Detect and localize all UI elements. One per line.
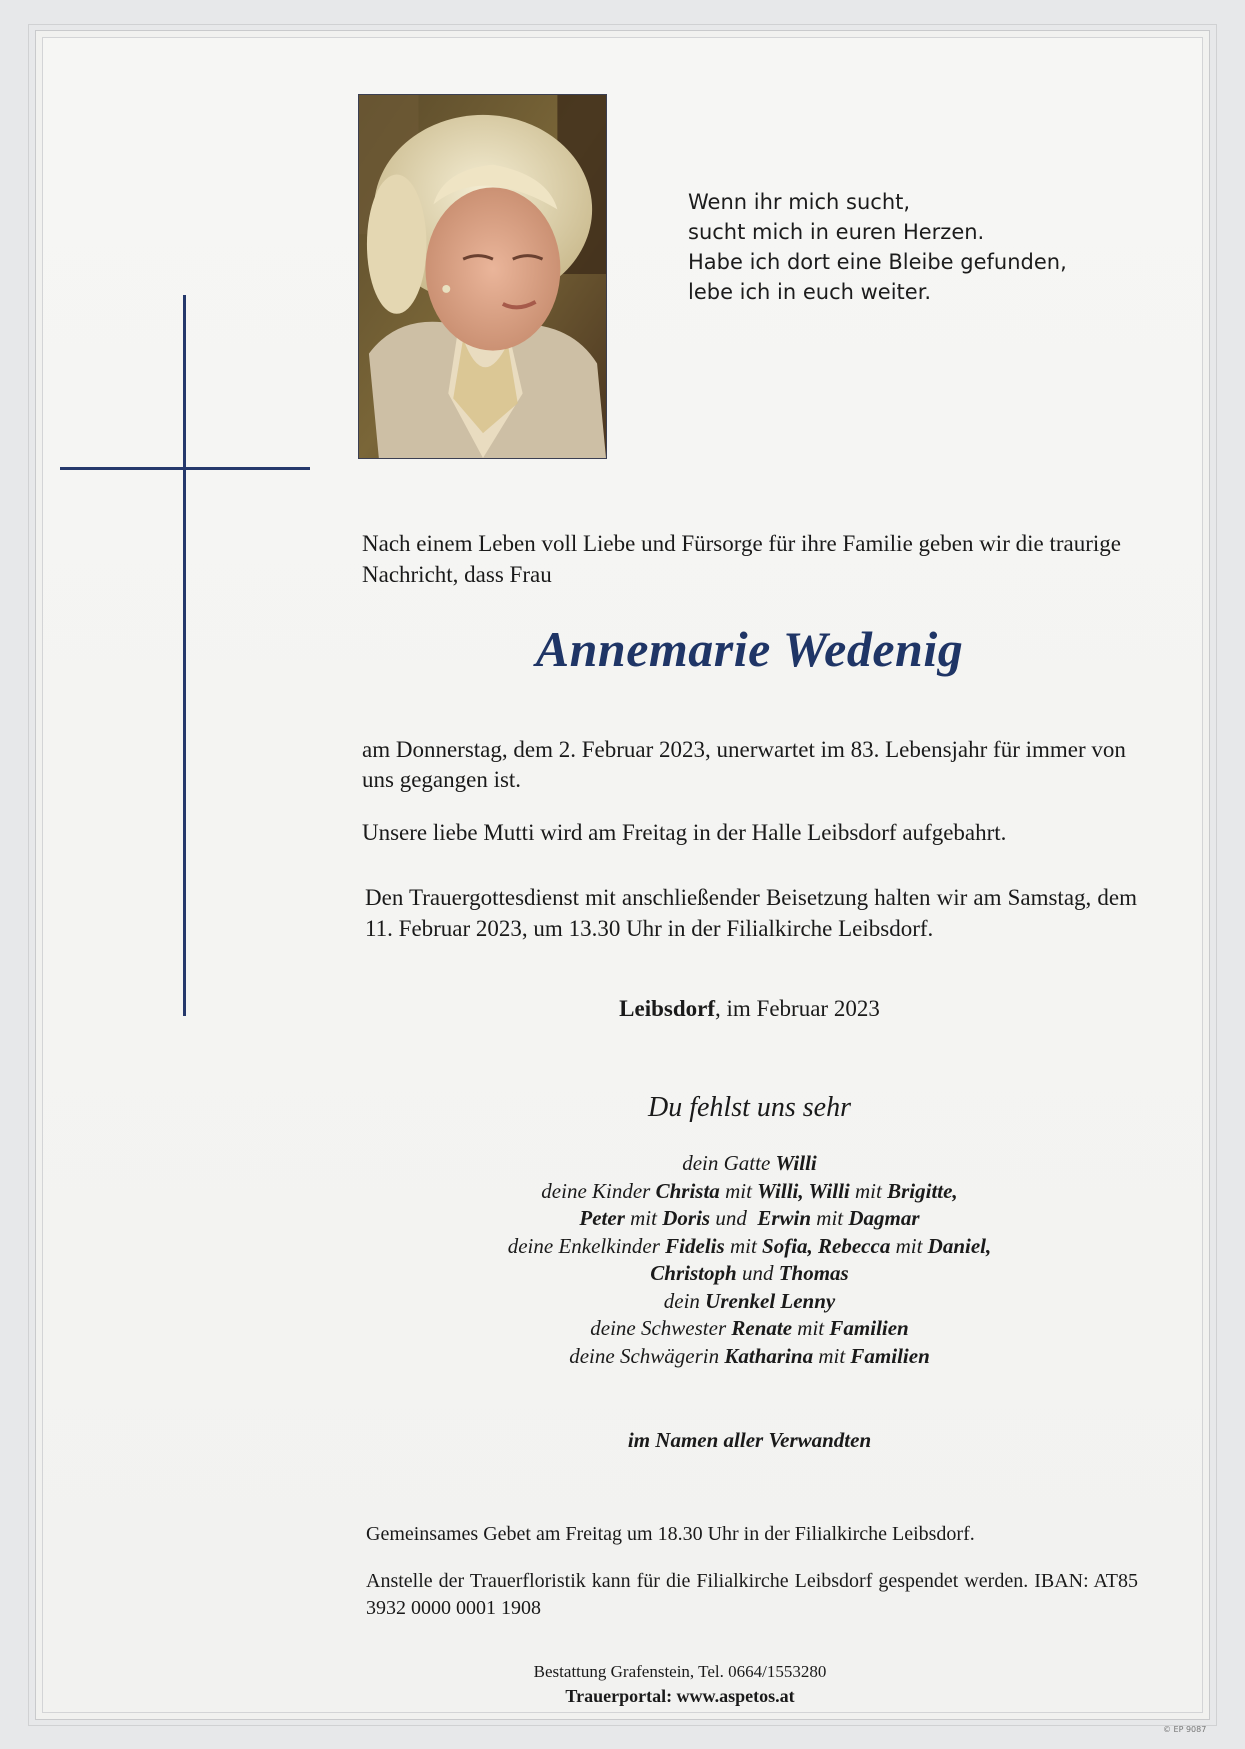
motto: Du fehlst uns sehr xyxy=(648,1092,851,1123)
reference-code: © EP 9087 xyxy=(1163,1725,1207,1734)
place-town: Leibsdorf xyxy=(619,996,716,1021)
undertaker-contact: Bestattung Grafenstein, Tel. 0664/1553280 xyxy=(533,1662,827,1681)
portrait-image xyxy=(359,95,606,458)
family-list xyxy=(362,1150,1137,1370)
memorial-portal-link[interactable]: Trauerportal: www.aspetos.at xyxy=(565,1686,795,1706)
place-date-rest: , im Februar 2023 xyxy=(715,996,880,1021)
place-date xyxy=(362,996,1137,1022)
footer xyxy=(430,1660,930,1708)
portrait-photo xyxy=(358,94,607,459)
poem-line: Habe ich dort eine Bleibe gefunden, xyxy=(688,250,1067,274)
family-line: deine Schwägerin Katharina mit Familien xyxy=(569,1343,930,1368)
death-notice-text: am Donnerstag, dem 2. Februar 2023, unerwartet im 83. Lebensjahr für immer von uns gegangen ist. xyxy=(362,737,1126,792)
funeral-service-text: Den Trauergottesdienst mit anschließender Beisetzung halten wir am Samstag, dem 11. Februar 2023, um 13.30 Uhr in der Filialkirche Leibsdorf. xyxy=(365,885,1137,941)
family-line: dein Urenkel Lenny xyxy=(663,1288,836,1313)
signoff: im Namen aller Verwandten xyxy=(627,1428,872,1452)
family-line: dein Gatte Willi xyxy=(682,1151,817,1175)
prayer-notice: Gemeinsames Gebet am Freitag um 18.30 Uhr in der Filialkirche Leibsdorf. xyxy=(366,1523,975,1545)
family-line: deine Kinder Christa mit Willi, Willi mit Brigitte, xyxy=(541,1178,958,1203)
poem-line: Wenn ihr mich sucht, xyxy=(688,190,911,214)
family-line: Peter mit Doris und Erwin mit Dagmar xyxy=(579,1206,920,1230)
poem-line: sucht mich in euren Herzen. xyxy=(688,220,985,244)
family-line: deine Schwester Renate mit Familien xyxy=(590,1316,909,1340)
cross-vertical-bar xyxy=(183,295,186,1016)
family-line: deine Enkelkinder Fidelis mit Sofia, Rebecca mit Daniel, xyxy=(507,1233,992,1258)
family-line: Christoph und Thomas xyxy=(650,1261,849,1285)
intro-text: Nach einem Leben voll Liebe und Fürsorge für ihre Familie geben wir die traurige Nachricht, dass Frau xyxy=(362,531,1121,587)
poem xyxy=(688,187,1108,307)
poem-line: lebe ich in euch weiter. xyxy=(688,280,932,304)
deceased-name: Annemarie Wedenig xyxy=(535,621,964,677)
donation-notice: Anstelle der Trauerfloristik kann für die Filialkirche Leibsdorf gespendet werden. IBAN: AT85 3932 0000 0001 1908 xyxy=(366,1570,1138,1619)
cross-horizontal-bar xyxy=(60,467,310,470)
viewing-text: Unsere liebe Mutti wird am Freitag in der Halle Leibsdorf aufgebahrt. xyxy=(362,820,1007,845)
